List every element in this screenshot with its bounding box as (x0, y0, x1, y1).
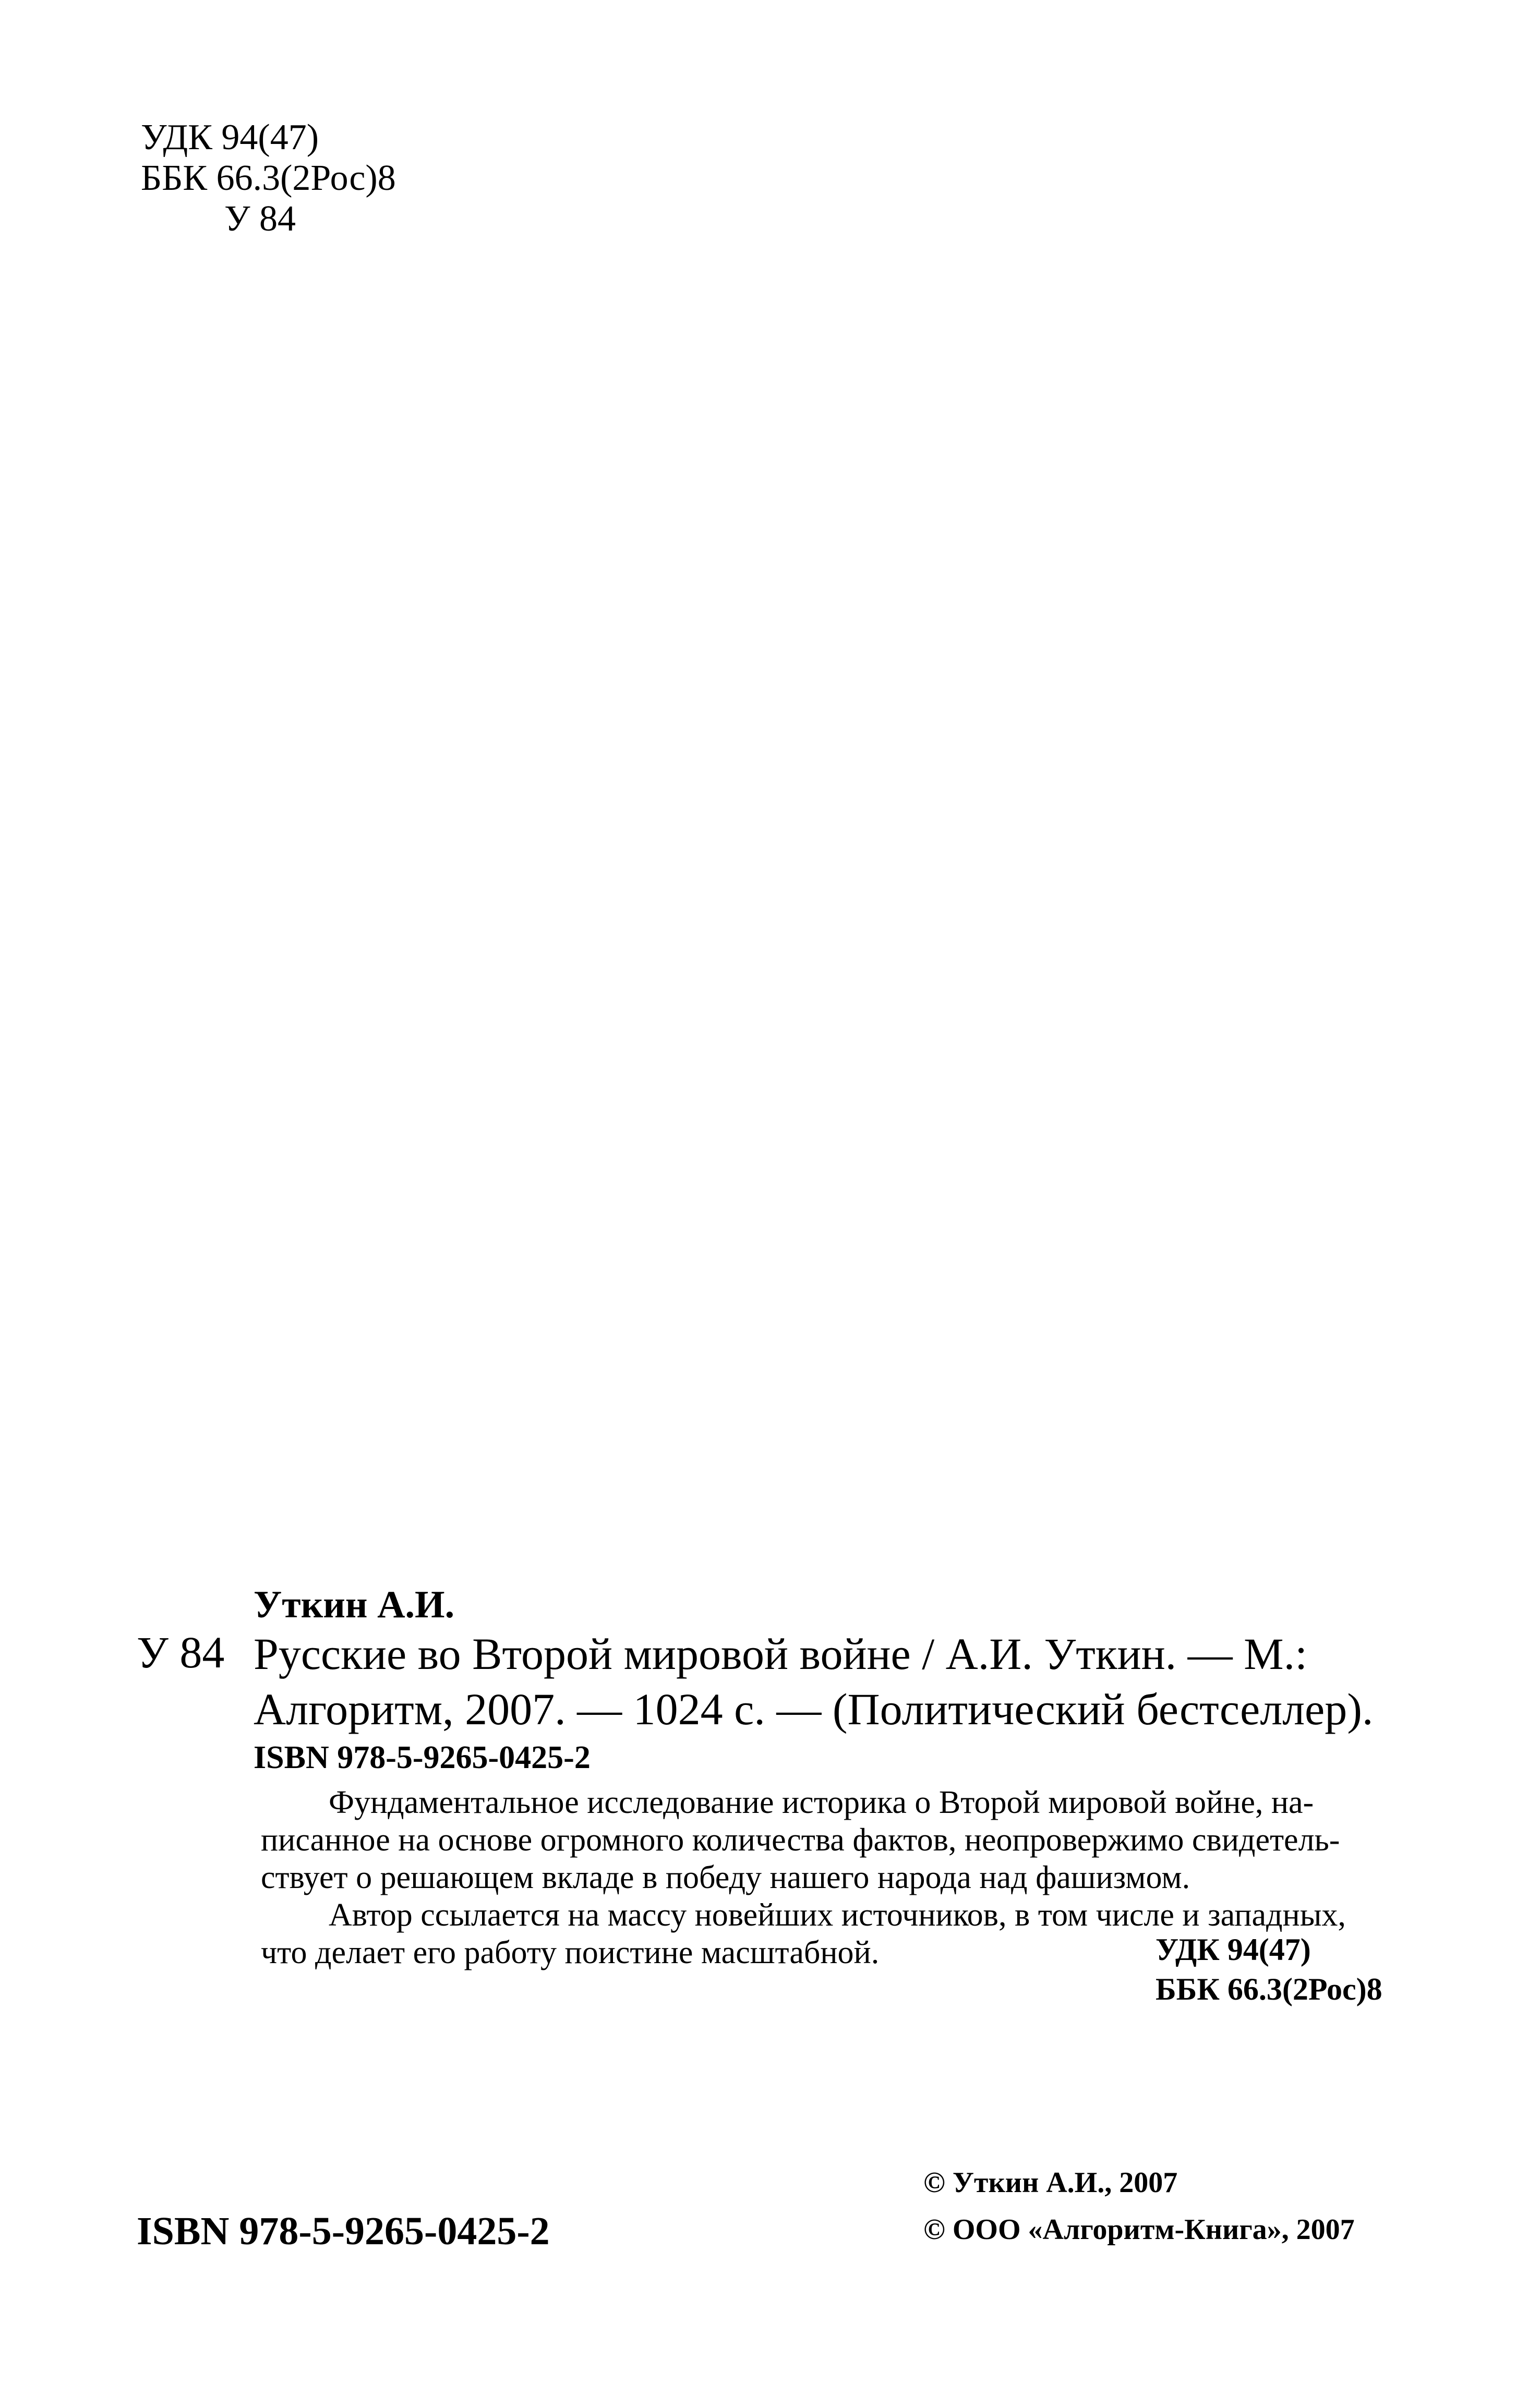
annotation-line: Автор ссылается на массу новейших источников, в том числе и западных, (329, 1897, 1346, 1933)
record-isbn: ISBN 978-5-9265-0425-2 (254, 1740, 591, 1775)
classification-codes (141, 117, 396, 239)
record-bbk: ББК 66.3(2Рос)8 (1156, 1972, 1382, 2006)
annotation-line: что делает его работу поистине масштабной. (261, 1935, 880, 1970)
udk-code: УДК 94(47) (141, 117, 319, 158)
footer-isbn: ISBN 978-5-9265-0425-2 (137, 2209, 550, 2253)
annotation-line: Фундаментальное исследование историка о Второй мировой войне, на- (329, 1785, 1314, 1820)
bbk-code: ББК 66.3(2Рос)8 (141, 158, 396, 198)
record-entry (254, 1626, 1422, 1737)
author-mark: У 84 (224, 199, 296, 239)
annotation-line: писанное на основе огромного количества фактов, неопровержимо свидетель- (261, 1822, 1340, 1858)
record-udk: УДК 94(47) (1156, 1932, 1311, 1967)
annotation-line: ствует о решающем вкладе в победу нашего народа над фашизмом. (261, 1860, 1190, 1895)
record-entry-line: Русские во Второй мировой войне / А.И. Уткин. — М.: (254, 1629, 1307, 1679)
record-author: Уткин А.И. (254, 1583, 455, 1626)
copyright-block (923, 2159, 1355, 2253)
copyright-line: © Уткин А.И., 2007 (923, 2167, 1178, 2199)
record-entry-line: Алгоритм, 2007. — 1024 с. — (Политический бестселлер). (254, 1684, 1374, 1734)
copyright-line: © ООО «Алгоритм-Книга», 2007 (923, 2213, 1355, 2246)
record-shelf-mark: У 84 (137, 1627, 225, 1677)
record-classification (1156, 1930, 1382, 2009)
